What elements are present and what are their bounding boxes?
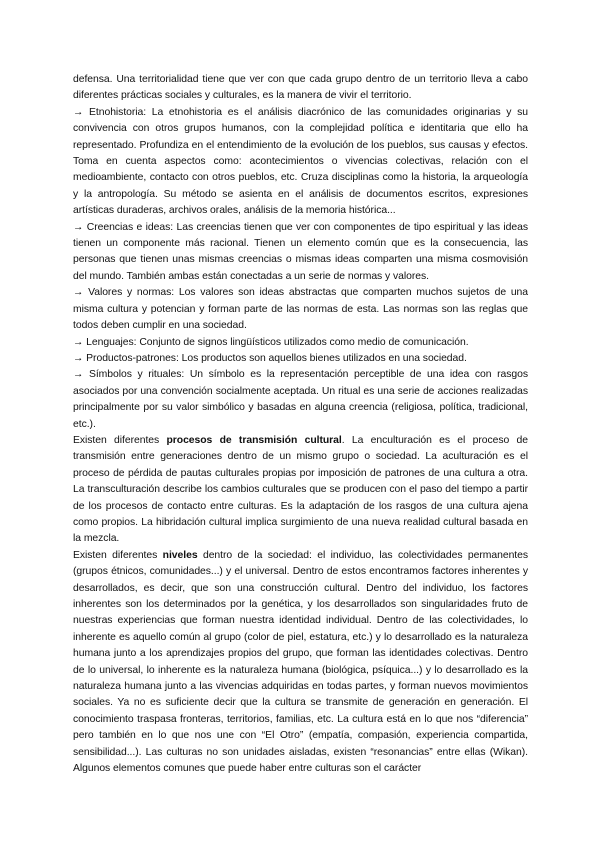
- paragraph-creencias-ideas: → Creencias e ideas: Las creencias tienen que ver con componentes de tipo espiritual y las ideas tienen un componente más racional. Tienen un elemento común que es la consecuencia, las personas que tienen unas mismas creencias o mismas ideas comparten una misma cosmovisión del mundo. También ambas están conectadas a un serie de normas y valores.: [73, 221, 528, 282]
- bold-term: niveles: [162, 549, 198, 561]
- paragraph-lenguajes: → Lenguajes: Conjunto de signos lingüísticos utilizados como medio de comunicación.: [73, 336, 469, 348]
- paragraph-procesos-transmision: [73, 433, 528, 548]
- paragraph-niveles: [73, 548, 528, 778]
- paragraph-body-text: dentro de la sociedad: el individuo, las colectividades permanentes (grupos étnicos, comunidades...) y el universal. Dentro de estos encontramos factores inherentes y desarrollados, es decir, que son una construcción cultural. Dentro del individuo, los factores inherentes son los determinados por la genética, y los desarrollados son singularidades fruto de nuestras experiencias que forman nuestra identidad individual. Dentro de las colectividades, lo inherente es aquello común al grupo (color de piel, estatura, etc.) y lo desarrollado es la naturaleza humana junto a los aprendizajes propios del grupo, que forman las identidades colectivas. Dentro de lo universal, lo inherente es la naturaleza humana (biológica, psíquica...) y lo desarrollado es la naturaleza humana junto a las vivencias adquiridas en todas partes, y forman nuevos movimientos sociales. Ya no es suficiente decir que la cultura se transmite de generación en generación. El conocimiento traspasa fronteras, territorios, familias, etc. La cultura está en lo que nos “diferencia” pero también en lo que nos une con “El Otro” (empatía, compasión, experiencia compartida, sensibilidad...). Las culturas no son unidades aisladas, existen “resonancias” entre ellas (Wikan). Algunos elementos comunes que puede haber entre culturas son el carácter: [73, 549, 529, 775]
- paragraph-etnohistoria: → Etnohistoria: La etnohistoria es el análisis diacrónico de las comunidades originarias y su convivencia con otros grupos humanos, con la complejidad política e identitaria que ello ha representado. Profundiza en el entendimiento de la evolución de los pueblos, sus causas y efectos. Toma en cuenta aspectos como: acontecimientos o vivencias colectivas, relación con el medioambiente, contacto con otros pueblos, etc. Cruza disciplinas como la historia, la arqueología y la antropología. Su método se asienta en el análisis de documentos escritos, expresiones artísticas duraderas, archivos orales, análisis de la memoria histórica...: [73, 106, 528, 217]
- paragraph-valores-normas: → Valores y normas: Los valores son ideas abstractas que comparten muchos sujetos de una misma cultura y potencian y forman parte de las normas de esta. Las normas son las reglas que todos deben cumplir en una sociedad.: [73, 287, 528, 332]
- paragraph-lead-text: Existen diferentes: [73, 434, 167, 446]
- paragraph-body-text: . La enculturación es el proceso de transmisión entre generaciones dentro de un mismo grupo o sociedad. La aculturación es el proceso de pérdida de pautas culturales propias por imposición de patrones de una cultura a otra. La transculturación describe los cambios culturales que se producen con el paso del tiempo a partir de los procesos de contacto entre culturas. Es la adaptación de los rasgos de una cultura ajena como propios. La hibridación cultural implica surgimiento de una nueva realidad cultural basada en la mezcla.: [73, 434, 528, 545]
- paragraph-simbolos-rituales: → Símbolos y rituales: Un símbolo es la representación perceptible de una idea con rasgos asociados por una convención socialmente aceptada. Un ritual es una serie de acciones realizadas principalmente por su valor simbólico y basadas en alguna creencia (religiosa, política, tradicional, etc.).: [73, 369, 528, 430]
- paragraph-productos-patrones: → Productos-patrones: Los productos son aquellos bienes utilizados en una sociedad.: [73, 352, 467, 364]
- bold-term: procesos de transmisión cultural: [166, 434, 342, 446]
- paragraph-territorialidad: defensa. Una territorialidad tiene que ver con que cada grupo dentro de un territorio lleva a cabo diferentes prácticas sociales y culturales, es la manera de vivir el territorio.: [73, 74, 528, 102]
- paragraph-lead-text: Existen diferentes: [73, 549, 163, 561]
